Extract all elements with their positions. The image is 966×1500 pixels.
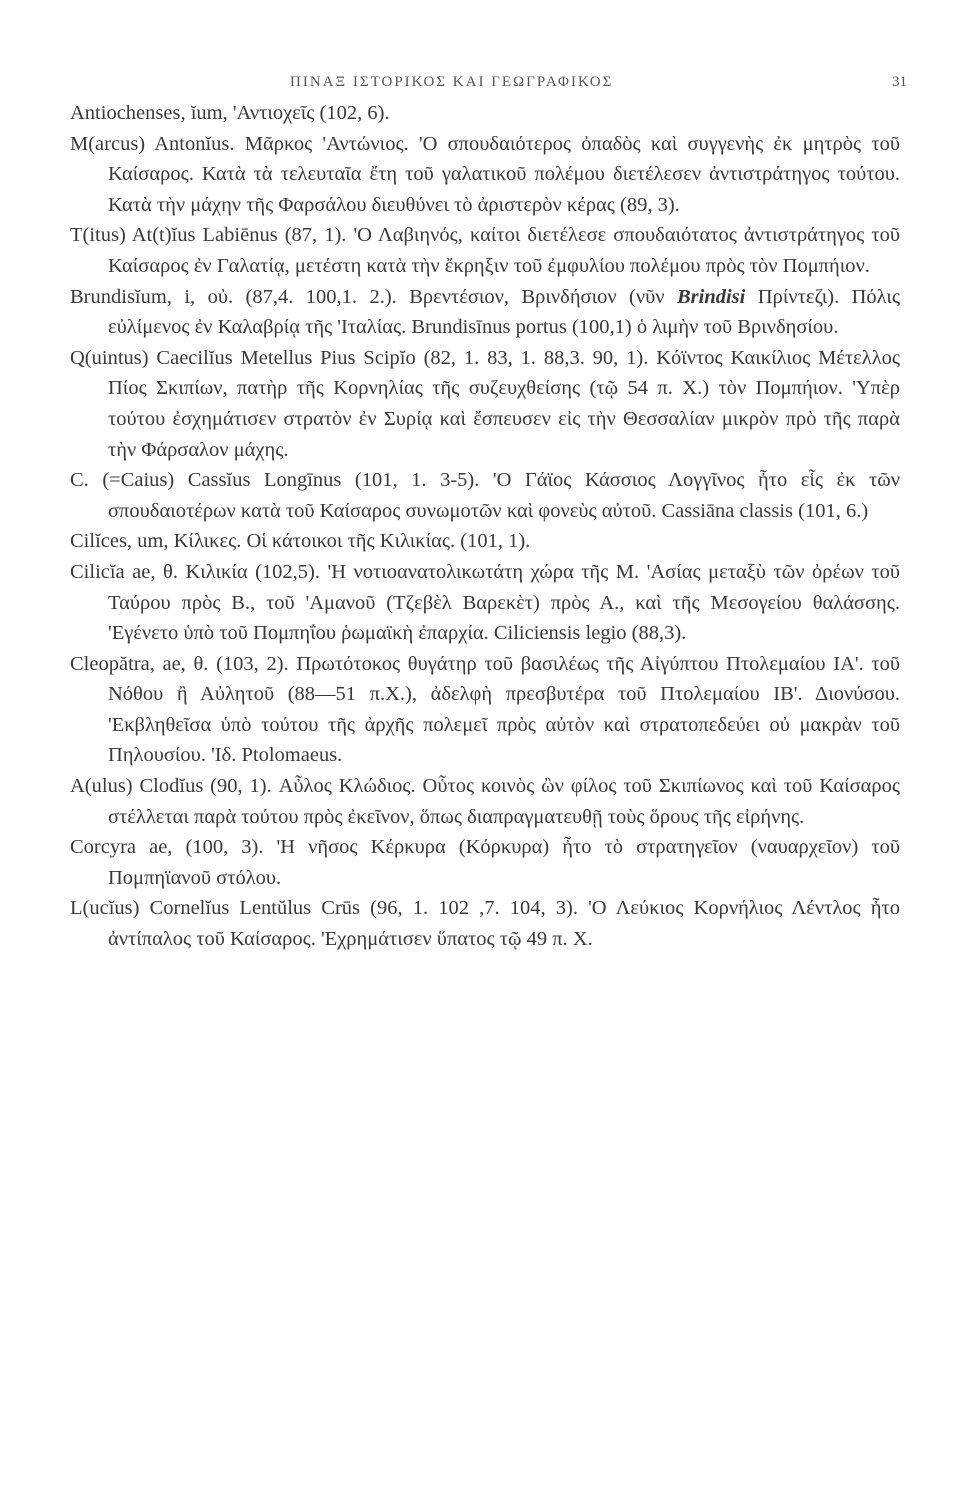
entry-text: Cilĭces, um, Κίλικες. Οἱ κάτοικοι τῆς Κιλικίας. (101, 1).	[70, 530, 531, 553]
entry-text: T(itus) At(t)ĭus Labiēnus (87, 1). 'Ο Λαβιηνός, καίτοι διετέλεσε σπουδαιότατος ἀντιστράτηγος τοῦ Καίσαρος ἐν Γαλατίᾳ, μετέστη κατὰ τὴν ἔκρηξιν τοῦ ἐμφυλίου πολέμου πρὸς τὸν Πομπήιον.	[70, 224, 900, 277]
index-entry-cassius	[70, 465, 900, 526]
index-entry-cilices	[70, 526, 900, 557]
entry-text-continued: Πρίντεζι). Πόλις εὐλίμενος ἐν Καλαβρίᾳ τῆς 'Ιταλίας. Brundisīnus portus (100,1) ὁ λιμὴν τοῦ Βρινδησίου.	[108, 285, 900, 339]
running-header	[0, 74, 966, 98]
entry-text: Cilicĭa ae, θ. Κιλικία (102,5). 'Η νοτιοανατολικωτάτη χώρα τῆς Μ. 'Ασίας μεταξὺ τῶν ὀρέων τοῦ Ταύρου πρὸς Β., τοῦ 'Αμανοῦ (Τζεβὲλ Βαρεκὲτ) πρὸς Α., καὶ τῆς Μεσογείου θαλάσσης. 'Εγένετο ὑπὸ τοῦ Πομπηΐου ῥωμαϊκὴ ἐπαρχία. Ciliciensis legio (88,3).	[70, 560, 900, 645]
entry-text: Antiochenses, ĭum, 'Αντιοχεῖς (102, 6).	[70, 102, 390, 124]
index-entry-brundisium	[70, 282, 900, 343]
entry-text: Cleopătra, ae, θ. (103, 2). Πρωτότοκος θυγάτηρ τοῦ βασιλέως τῆς Αἰγύπτου Πτολεμαίου ΙΑ'. τοῦ Νόθου ἢ Αὐλητοῦ (88—51 π.Χ.), ἀδελφὴ πρεσβυτέρα τοῦ Πτολεμαίου ΙΒ'. Διονύσου. 'Εκβληθεῖσα ὑπὸ τούτου τῆς ἀρχῆς πολεμεῖ πρὸς αὐτὸν καὶ στρατοπεδεύει οὐ μακρὰν τοῦ Πηλουσίου. 'Ιδ. Ptolomaeus.	[70, 652, 900, 767]
page-number: 31	[892, 74, 907, 90]
entry-text: A(ulus) Clodĭus (90, 1). Αὖλος Κλώδιος. Οὗτος κοινὸς ὢν φίλος τοῦ Σκιπίωνος καὶ τοῦ Καίσαρος στέλλεται παρὰ τούτου πρὸς ἐκεῖνον, ὅπως διαπραγματευθῇ τοὺς ὅρους τῆς εἰρήνης.	[70, 775, 900, 828]
index-entry-antonius	[70, 129, 900, 221]
index-entry-cleopatra	[70, 649, 900, 771]
index-entry-lentulus	[70, 893, 900, 954]
header-title: ΠΙΝΑΞ ΙΣΤΟΡΙΚΟΣ ΚΑΙ ΓΕΩΓΡΑΦΙΚΟΣ	[290, 74, 614, 90]
entry-text: Corcyra ae, (100, 3). 'Η νῆσος Κέρκυρα (Κόρκυρα) ἦτο τὸ στρατηγεῖον (ναυαρχεῖον) τοῦ Πομπηϊανοῦ στόλου.	[70, 836, 900, 889]
entry-text: C. (=Caius) Cassĭus Longīnus (101, 1. 3-5). 'Ο Γάϊος Κάσσιος Λογγῖνος ἦτο εἷς ἐκ τῶν σπουδαιοτέρων κατὰ τοῦ Καίσαρος συνωμοτῶν καὶ φονεὺς αὐτοῦ. Cassiāna classis (101, 6.)	[70, 469, 900, 522]
index-entries	[70, 98, 900, 955]
index-entry-clodius	[70, 771, 900, 832]
entry-text: L(ucĭus) Cornelĭus Lentŭlus Crūs (96, 1. 102 ,7. 104, 3). 'Ο Λεύκιος Κορνήλιος Λέντλος ἦτο ἀντίπαλος τοῦ Καίσαρος. 'Εχρημάτισεν ὕπατος τῷ 49 π. Χ.	[70, 897, 900, 951]
entry-text: Q(uintus) Caecilĭus Metellus Pius Scipĭo (82, 1. 83, 1. 88,3. 90, 1). Κόϊντος Καικίλιος Μέτελλος Πίος Σκιπίων, πατὴρ τῆς Κορνηλίας τῆς συζευχθείσης (τῷ 54 π. Χ.) τὸν Πομπήιον. 'Υπὲρ τούτου ἐσχημάτισεν στρατὸν ἐν Συρίᾳ καὶ ἔσπευσεν εἰς τὴν Θεσσαλίαν μικρὸν πρὸ τῆς παρὰ τὴν Φάρσαλον μάχης.	[70, 346, 900, 461]
index-entry-labienus	[70, 220, 900, 281]
entry-italic-term: Brindisi	[676, 285, 746, 308]
index-entry-corcyra	[70, 832, 900, 893]
index-entry-scipio	[70, 343, 900, 465]
index-entry-antiochenses	[70, 98, 900, 129]
index-entry-cilicia	[70, 557, 900, 649]
entry-text: M(arcus) Antonĭus. Μᾶρκος 'Αντώνιος. 'Ο σπουδαιότερος ὀπαδὸς καὶ συγγενὴς ἐκ μητρὸς τοῦ Καίσαρος. Κατὰ τὰ τελευταῖα ἔτη τοῦ γαλατικοῦ πολέμου διετέλεσεν ἀντιστράτηγος τούτου. Κατὰ τὴν μάχην τῆς Φαρσάλου διευθύνει τὸ ἀριστερὸν κέρας (89, 3).	[70, 132, 900, 216]
entry-text: Brundisĭum, i, οὐ. (87,4. 100,1. 2.). Βρεντέσιον, Βρινδήσιον (νῦν	[70, 285, 677, 308]
